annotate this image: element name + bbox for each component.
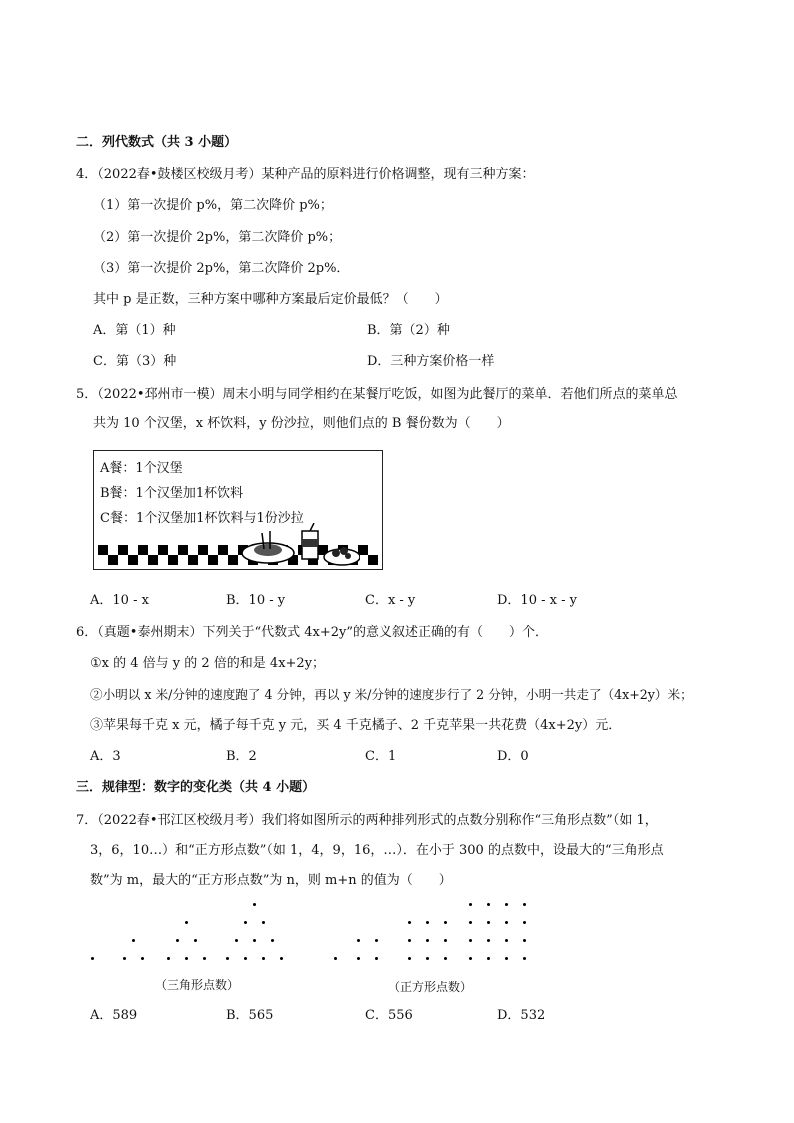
question-7-stem-line-1: 7．（2022春•邗江区校级月考）我们将如图所示的两种排列形式的点数分别称作“三角形点数”（如 1， <box>76 813 658 828</box>
menu-line-c: C餐：1个汉堡加1杯饮料与1份沙拉 <box>100 511 304 526</box>
triangle-dot <box>262 957 265 960</box>
question-5-option-b[interactable]: B．10 - y <box>226 593 286 608</box>
square-dot <box>487 903 490 906</box>
triangle-dot <box>235 939 238 942</box>
question-5-option-d[interactable]: D．10 - x - y <box>497 593 577 608</box>
section-title: 三．规律型：数字的变化类（共 4 小题） <box>76 780 316 795</box>
square-dot <box>426 957 429 960</box>
question-6-statement-1: ①x 的 4 倍与 y 的 2 倍的和是 4x+2y； <box>90 656 326 671</box>
triangle-dot <box>167 957 170 960</box>
question-6-option-b[interactable]: B．2 <box>226 749 257 764</box>
question-4-option-b[interactable]: B．第（2）种 <box>367 323 450 338</box>
question-6-option-c[interactable]: C．1 <box>365 749 397 764</box>
square-dot <box>487 939 490 942</box>
question-7-option-c[interactable]: C．556 <box>365 1008 413 1023</box>
square-dot <box>505 921 508 924</box>
menu-line-a: A餐：1个汉堡 <box>100 461 183 476</box>
square-dot <box>426 921 429 924</box>
menu-line-b: B餐：1个汉堡加1杯饮料 <box>100 486 244 501</box>
square-dot <box>505 939 508 942</box>
section-title: 二．列代数式（共 3 小题） <box>76 135 238 150</box>
triangle-dot <box>91 957 94 960</box>
square-dot <box>469 939 472 942</box>
square-dot <box>487 957 490 960</box>
question-4-plan-1: （1）第一次提价 p%，第二次降价 p%； <box>93 198 333 213</box>
question-5-stem-line-2: 共为 10 个汉堡，x 杯饮料，y 份沙拉，则他们点的 B 餐份数为（ ） <box>93 416 510 431</box>
square-dot <box>469 921 472 924</box>
question-6-statement-3: ③苹果每千克 x 元，橘子每千克 y 元，买 4 千克橘子、2 千克苹果一共花费（4x+2y）元． <box>90 718 622 733</box>
question-7-stem-line-3: 数”为 m，最大的“正方形点数”为 n，则 m+n 的值为（ ） <box>90 873 452 888</box>
question-7-option-a[interactable]: A．589 <box>90 1008 138 1023</box>
triangle-dot <box>185 957 188 960</box>
square-dot <box>408 939 411 942</box>
square-dot <box>487 921 490 924</box>
question-4-plan-2: （2）第一次提价 2p%，第二次降价 p%； <box>93 230 342 245</box>
triangle-dot <box>141 957 144 960</box>
triangle-dot <box>280 957 283 960</box>
square-dots-caption: （正方形点数） <box>388 980 473 994</box>
square-dot <box>375 939 378 942</box>
square-dot <box>523 939 526 942</box>
square-dot <box>523 903 526 906</box>
square-dot <box>444 957 447 960</box>
question-5-stem-line-1: 5．（2022•邳州市一模）周末小明与同学相约在某餐厅吃饭，如图为此餐厅的菜单．若他们所点的菜单总 <box>76 387 678 402</box>
triangle-dot <box>226 957 229 960</box>
square-dot <box>357 939 360 942</box>
triangle-dot <box>132 939 135 942</box>
food-illustration <box>240 523 360 567</box>
triangle-dots-caption: （三角形点数） <box>155 978 240 992</box>
triangle-dot <box>203 957 206 960</box>
question-6-statement-2: ②小明以 x 米/分钟的速度跑了 4 分钟，再以 y 米/分钟的速度步行了 2 分钟，小明一共走了（4x+2y）米； <box>90 687 693 702</box>
square-dot <box>523 957 526 960</box>
square-dot <box>444 921 447 924</box>
square-dot <box>357 957 360 960</box>
question-6-stem: 6．（真题•泰州期末）下列关于“代数式 4x+2y”的意义叙述正确的有（ ）个． <box>76 625 548 640</box>
question-5-option-a[interactable]: A．10 - x <box>90 593 149 608</box>
square-dot <box>408 957 411 960</box>
question-6-option-a[interactable]: A．3 <box>90 749 121 764</box>
triangle-dot <box>194 939 197 942</box>
question-5-option-c[interactable]: C．x - y <box>365 593 416 608</box>
triangle-dot <box>176 939 179 942</box>
square-dot <box>505 903 508 906</box>
triangle-dot <box>244 921 247 924</box>
square-dot <box>334 957 337 960</box>
triangle-dot <box>185 921 188 924</box>
question-4-option-c[interactable]: C．第（3）种 <box>93 354 177 369</box>
square-dot <box>523 921 526 924</box>
triangle-dot <box>123 957 126 960</box>
question-4-option-a[interactable]: A．第（1）种 <box>93 323 176 338</box>
question-4-plan-3: （3）第一次提价 2p%，第二次降价 2p%． <box>93 261 350 276</box>
square-dot <box>426 939 429 942</box>
square-dot <box>375 957 378 960</box>
triangle-dot <box>244 957 247 960</box>
question-7-stem-line-2: 3，6，10…）和“正方形点数”（如 1，4，9，16，…）．在小于 300 的点数中，设最大的“三角形点 <box>90 843 664 858</box>
restaurant-menu-figure <box>93 450 383 570</box>
triangle-dot <box>253 939 256 942</box>
question-4-option-d[interactable]: D．三种方案价格一样 <box>367 354 495 369</box>
square-dot <box>469 903 472 906</box>
question-6-option-d[interactable]: D．0 <box>497 749 529 764</box>
question-4-prompt: 其中 p 是正数，三种方案中哪种方案最后定价最低？（ ） <box>93 292 448 307</box>
square-dot <box>444 939 447 942</box>
square-dot <box>505 957 508 960</box>
triangle-dot <box>271 939 274 942</box>
question-7-option-b[interactable]: B．565 <box>226 1008 274 1023</box>
triangle-dot <box>253 903 256 906</box>
question-7-option-d[interactable]: D．532 <box>497 1008 546 1023</box>
question-4-stem: 4．（2022春•鼓楼区校级月考）某种产品的原料进行价格调整，现有三种方案： <box>76 167 535 182</box>
square-dot <box>469 957 472 960</box>
square-dot <box>408 921 411 924</box>
triangle-dot <box>262 921 265 924</box>
